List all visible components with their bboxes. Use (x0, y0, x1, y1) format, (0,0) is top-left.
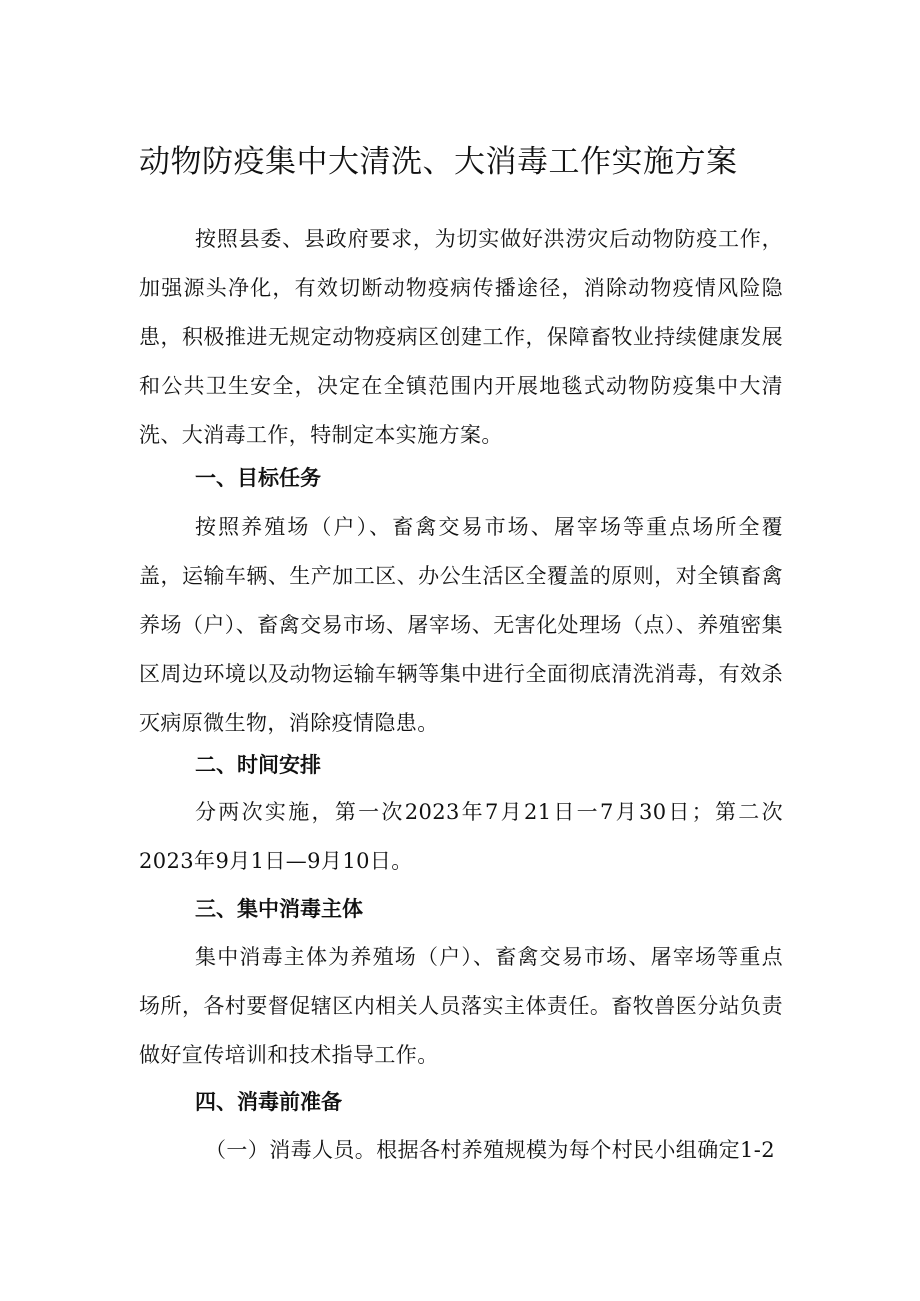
section-heading-goals: 一、目标任务 (195, 466, 321, 490)
section-heading-preparation: 四、消毒前准备 (195, 1090, 342, 1114)
section-heading-subject: 三、集中消毒主体 (195, 897, 363, 921)
section-body-subject: 集中消毒主体为养殖场（户）、畜禽交易市场、屠宰场等重点场所，各村要督促辖区内相关人员落实主体责任。畜牧兽医分站负责做好宣传培训和技术指导工作。 (139, 945, 783, 1067)
section-body-goals: 按照养殖场（户）、畜禽交易市场、屠宰场等重点场所全覆盖，运输车辆、生产加工区、办公生活区全覆盖的原则，对全镇畜禽养场（户）、畜禽交易市场、屠宰场、无害化处理场（点）、养殖密集区周边环境以及动物运输车辆等集中进行全面彻底清洗消毒，有效杀灭病原微生物，消除疫情隐患。 (139, 515, 783, 735)
section-heading-schedule: 二、时间安排 (195, 753, 321, 777)
section-body-preparation: （一）消毒人员。根据各村养殖规模为每个村民小组确定1-2 (205, 1138, 776, 1162)
document-title: 动物防疫集中大清洗、大消毒工作实施方案 (139, 144, 738, 180)
intro-paragraph: 按照县委、县政府要求，为切实做好洪涝灾后动物防疫工作，加强源头净化，有效切断动物疫病传播途径，消除动物疫情风险隐患，积极推进无规定动物疫病区创建工作，保障畜牧业持续健康发展和公共卫生安全，决定在全镇范围内开展地毯式动物防疫集中大清洗、大消毒工作，特制定本实施方案。 (139, 227, 783, 447)
section-body-schedule: 分两次实施，第一次2023年7月21日一7月30日；第二次2023年9月1日—9月10日。 (139, 800, 783, 873)
